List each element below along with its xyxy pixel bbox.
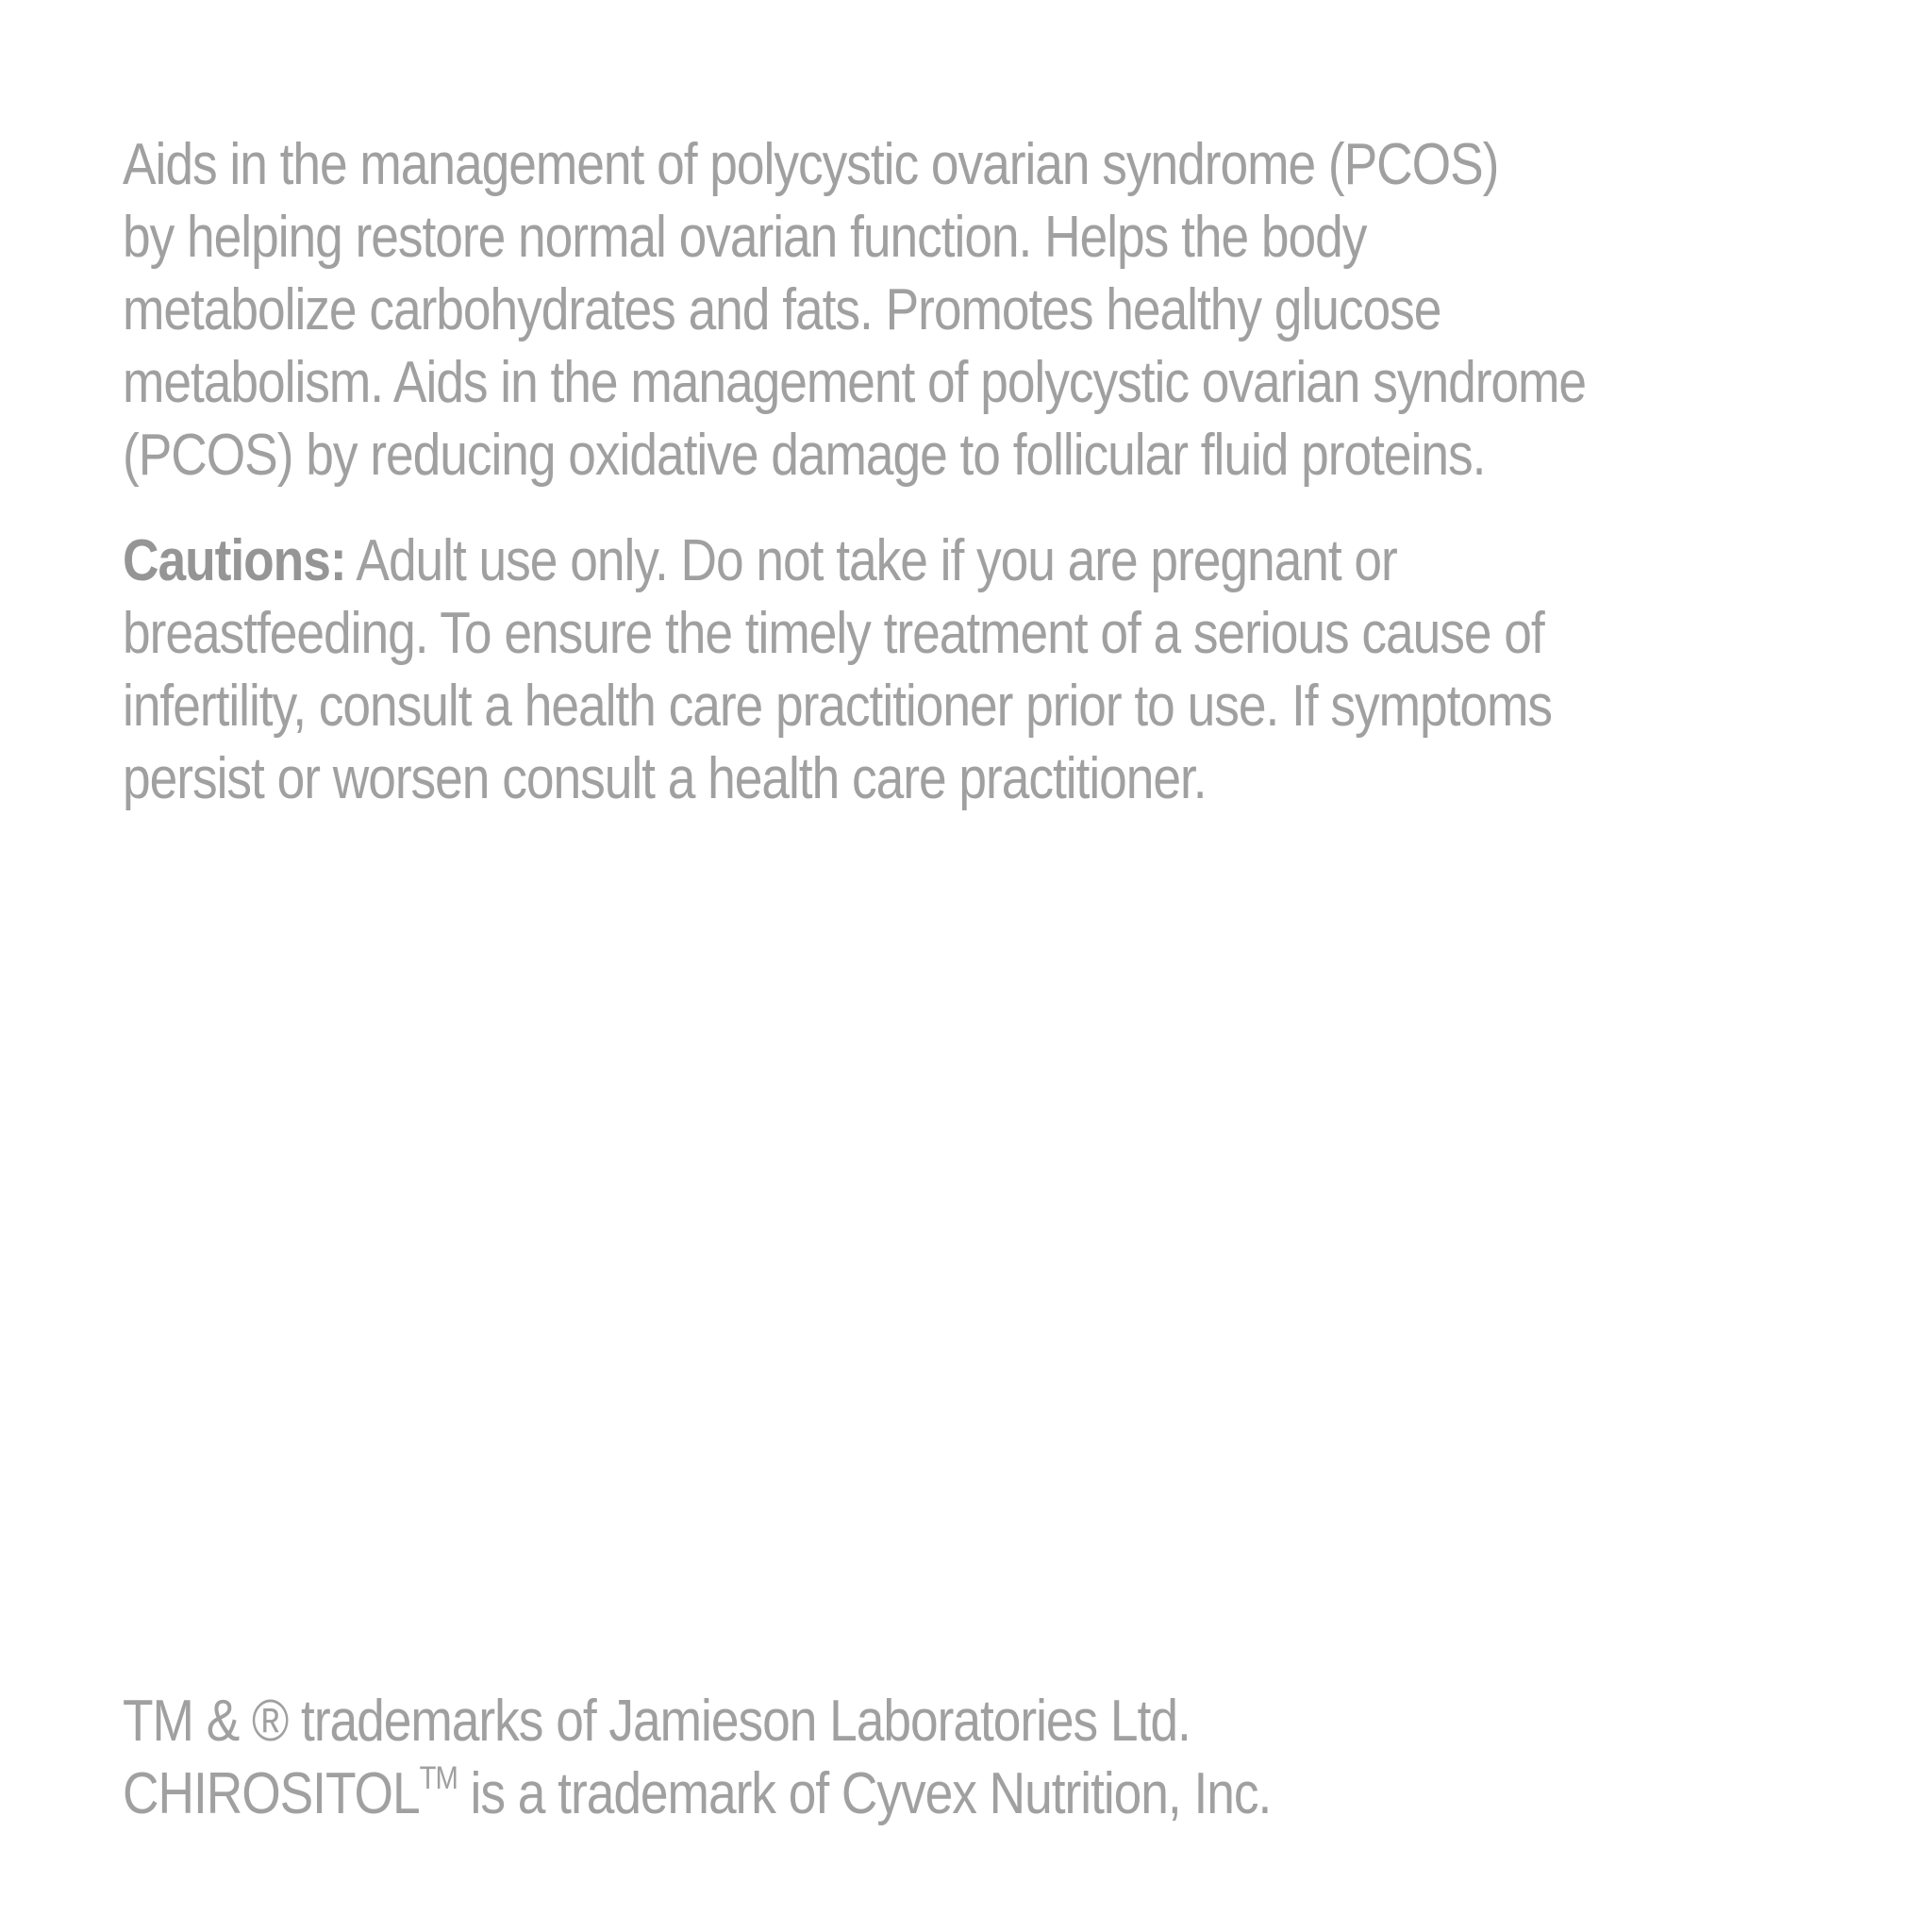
description-line: metabolism. Aids in the management of polycystic ovarian syndrome bbox=[123, 350, 1587, 415]
cautions-first-line bbox=[123, 525, 1615, 597]
product-description bbox=[123, 128, 1858, 491]
description-line: Aids in the management of polycystic ovarian syndrome (PCOS) bbox=[123, 132, 1499, 197]
cautions-section bbox=[123, 525, 1858, 815]
trademark-line-chirositol bbox=[123, 1757, 1615, 1830]
description-line: (PCOS) by reducing oxidative damage to follicular fluid proteins. bbox=[123, 423, 1486, 488]
trademark-line-jamieson: TM & ® trademarks of Jamieson Laboratories Ltd. bbox=[123, 1689, 1191, 1754]
cautions-label: Cautions: bbox=[123, 528, 346, 593]
trademark-symbol: TM bbox=[419, 1760, 458, 1796]
description-line: by helping restore normal ovarian function. Helps the body bbox=[123, 205, 1367, 270]
trademark-notice bbox=[123, 1685, 1858, 1830]
chirositol-trademark-text: is a trademark of Cyvex Nutrition, Inc. bbox=[457, 1761, 1272, 1826]
cautions-text: Adult use only. Do not take if you are pregnant or bbox=[345, 528, 1397, 593]
description-line: metabolize carbohydrates and fats. Promotes healthy glucose bbox=[123, 277, 1441, 342]
cautions-line: infertility, consult a health care practitioner prior to use. If symptoms bbox=[123, 674, 1553, 739]
cautions-line: breastfeeding. To ensure the timely treatment of a serious cause of bbox=[123, 601, 1544, 666]
chirositol-brand: CHIROSITOL bbox=[123, 1761, 420, 1826]
cautions-line: persist or worsen consult a health care practitioner. bbox=[123, 746, 1207, 811]
